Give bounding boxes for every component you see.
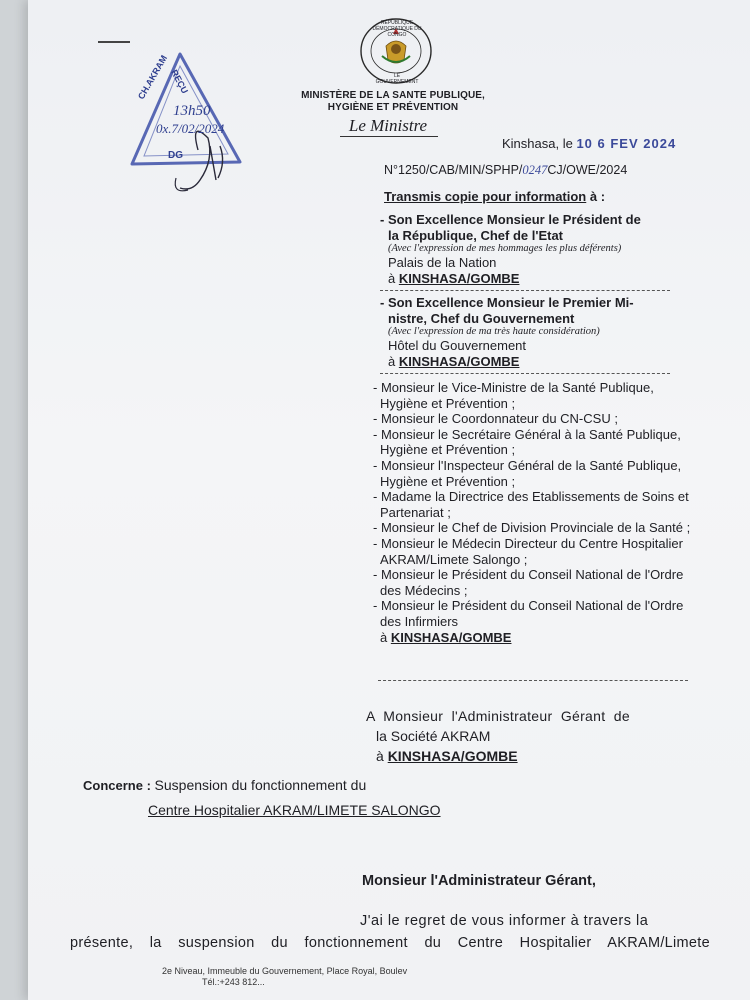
ministry-line-2: HYGIÈNE ET PRÉVENTION xyxy=(327,102,459,113)
subject-label: Concerne : xyxy=(83,778,151,793)
date-prefix: Kinshasa, le xyxy=(502,136,573,151)
salutation: Monsieur l'Administrateur Gérant, xyxy=(362,873,596,889)
addressee-line-2: la Société AKRAM xyxy=(376,728,491,744)
list-item: - Monsieur l'Inspecteur Général de la Santé Publique, Hygiène et Prévention ; xyxy=(373,457,682,489)
recipient-1-city: KINSHASA/GOMBE xyxy=(398,270,520,286)
document-page xyxy=(28,0,750,1000)
date-value: 10 6 FEV 2024 xyxy=(576,136,677,151)
recipient-1-line-1: - Son Excellence Monsieur le Président de xyxy=(380,212,641,227)
top-left-dash xyxy=(98,41,130,43)
list-item: - Monsieur le Président du Conseil National de l'Ordre des Infirmiers xyxy=(373,598,684,629)
stamp-bottom: DG xyxy=(168,150,183,161)
recipient-2-place: Hôtel du Gouvernement xyxy=(388,338,527,353)
reference-handwritten: 0247 xyxy=(522,163,548,177)
recipient-2-city-prefix: à xyxy=(388,353,399,369)
transmis-rest: à : xyxy=(586,189,606,204)
subject-line-2: Centre Hospitalier AKRAM/LIMETE SALONGO xyxy=(148,802,441,818)
copies-city: KINSHASA/GOMBE xyxy=(390,629,512,645)
minister-title: Le Ministre xyxy=(348,116,428,135)
principal-recipients xyxy=(380,212,700,378)
separator xyxy=(380,373,670,374)
recipient-1-note: (Avec l'expression de mes hommages les plus déférents) xyxy=(388,243,622,254)
list-item: - Madame la Directrice des Etablissements de Soins et Partenariat ; xyxy=(373,489,689,520)
subject-block xyxy=(83,773,441,823)
copy-recipients-list xyxy=(373,380,703,645)
separator xyxy=(380,290,670,291)
list-item: - Monsieur le Vice-Ministre de la Santé Publique, Hygiène et Prévention ; xyxy=(373,380,654,411)
list-item: - Monsieur le Chef de Division Provinciale de la Santé ; xyxy=(373,520,691,536)
recipient-1-place: Palais de la Nation xyxy=(388,255,497,270)
minister-underline xyxy=(340,136,438,137)
addressee-line-1: A Monsieur l'Administrateur Gérant de xyxy=(366,708,630,724)
list-item: - Monsieur le Médecin Directeur du Centre Hospitalier AKRAM/Limete Salongo ; xyxy=(373,535,683,567)
addressee-city: KINSHASA/GOMBE xyxy=(387,748,518,764)
recipient-2-note: (Avec l'expression de ma très haute considération) xyxy=(388,326,600,337)
copies-city-prefix: à xyxy=(380,629,391,645)
reference-number xyxy=(384,163,627,178)
recipient-2-line-1: - Son Excellence Monsieur le Premier Mi- xyxy=(380,295,634,310)
stamp-handwritten-date: 0x.7/02/2024 xyxy=(156,121,225,136)
recipient-2-city: KINSHASA/GOMBE xyxy=(398,353,520,369)
list-item: - Monsieur le Coordonnateur du CN-CSU ; xyxy=(373,411,618,427)
date-line xyxy=(502,136,676,151)
body-line-2: présente, la suspension du fonctionnement du Centre Hospitalier AKRAM/Limete xyxy=(70,935,710,951)
reference-suffix: CJ/OWE/2024 xyxy=(547,163,628,177)
ministry-line-1: MINISTÈRE DE LA SANTE PUBLIQUE, xyxy=(301,90,485,101)
addressee-city-prefix: à xyxy=(376,748,388,764)
list-item: - Monsieur le Secrétaire Général à la Santé Publique, Hygiène et Prévention ; xyxy=(373,426,681,458)
body-line-1: J'ai le regret de vous informer à travers la xyxy=(360,913,649,929)
list-item: - Monsieur le Président du Conseil National de l'Ordre des Médecins ; xyxy=(373,567,684,598)
footer-address xyxy=(162,966,407,988)
ministry-heading xyxy=(298,90,488,114)
transmis-underlined: Transmis copie pour information xyxy=(384,189,587,204)
seal-top-text: RÉPUBLIQUE DÉMOCRATIQUE DU CONGO xyxy=(372,20,422,38)
seal-bottom-text: LE GOUVERNEMENT xyxy=(375,73,419,85)
footer-line-1: 2e Niveau, Immeuble du Gouvernement, Place Royal, Boulev xyxy=(162,966,408,976)
addressee-block xyxy=(366,706,630,766)
stamp-handwritten-number: 13h50 xyxy=(173,103,211,119)
footer-line-2: Tél.:+243 812... xyxy=(202,977,265,987)
transmis-heading xyxy=(384,189,605,204)
recipient-1-city-prefix: à xyxy=(388,270,399,286)
separator xyxy=(378,680,688,681)
letter-body xyxy=(70,910,710,954)
reference-prefix: N°1250/CAB/MIN/SPHP/ xyxy=(384,163,523,177)
stamp-side-left: CH.AKRAM xyxy=(136,53,170,101)
recipient-1-line-2: la République, Chef de l'Etat xyxy=(388,227,563,243)
subject-line-1: Suspension du fonctionnement du xyxy=(154,777,367,793)
stamp-side-right: REÇU xyxy=(169,68,190,96)
recipient-2-line-2: nistre, Chef du Gouvernement xyxy=(388,310,575,326)
